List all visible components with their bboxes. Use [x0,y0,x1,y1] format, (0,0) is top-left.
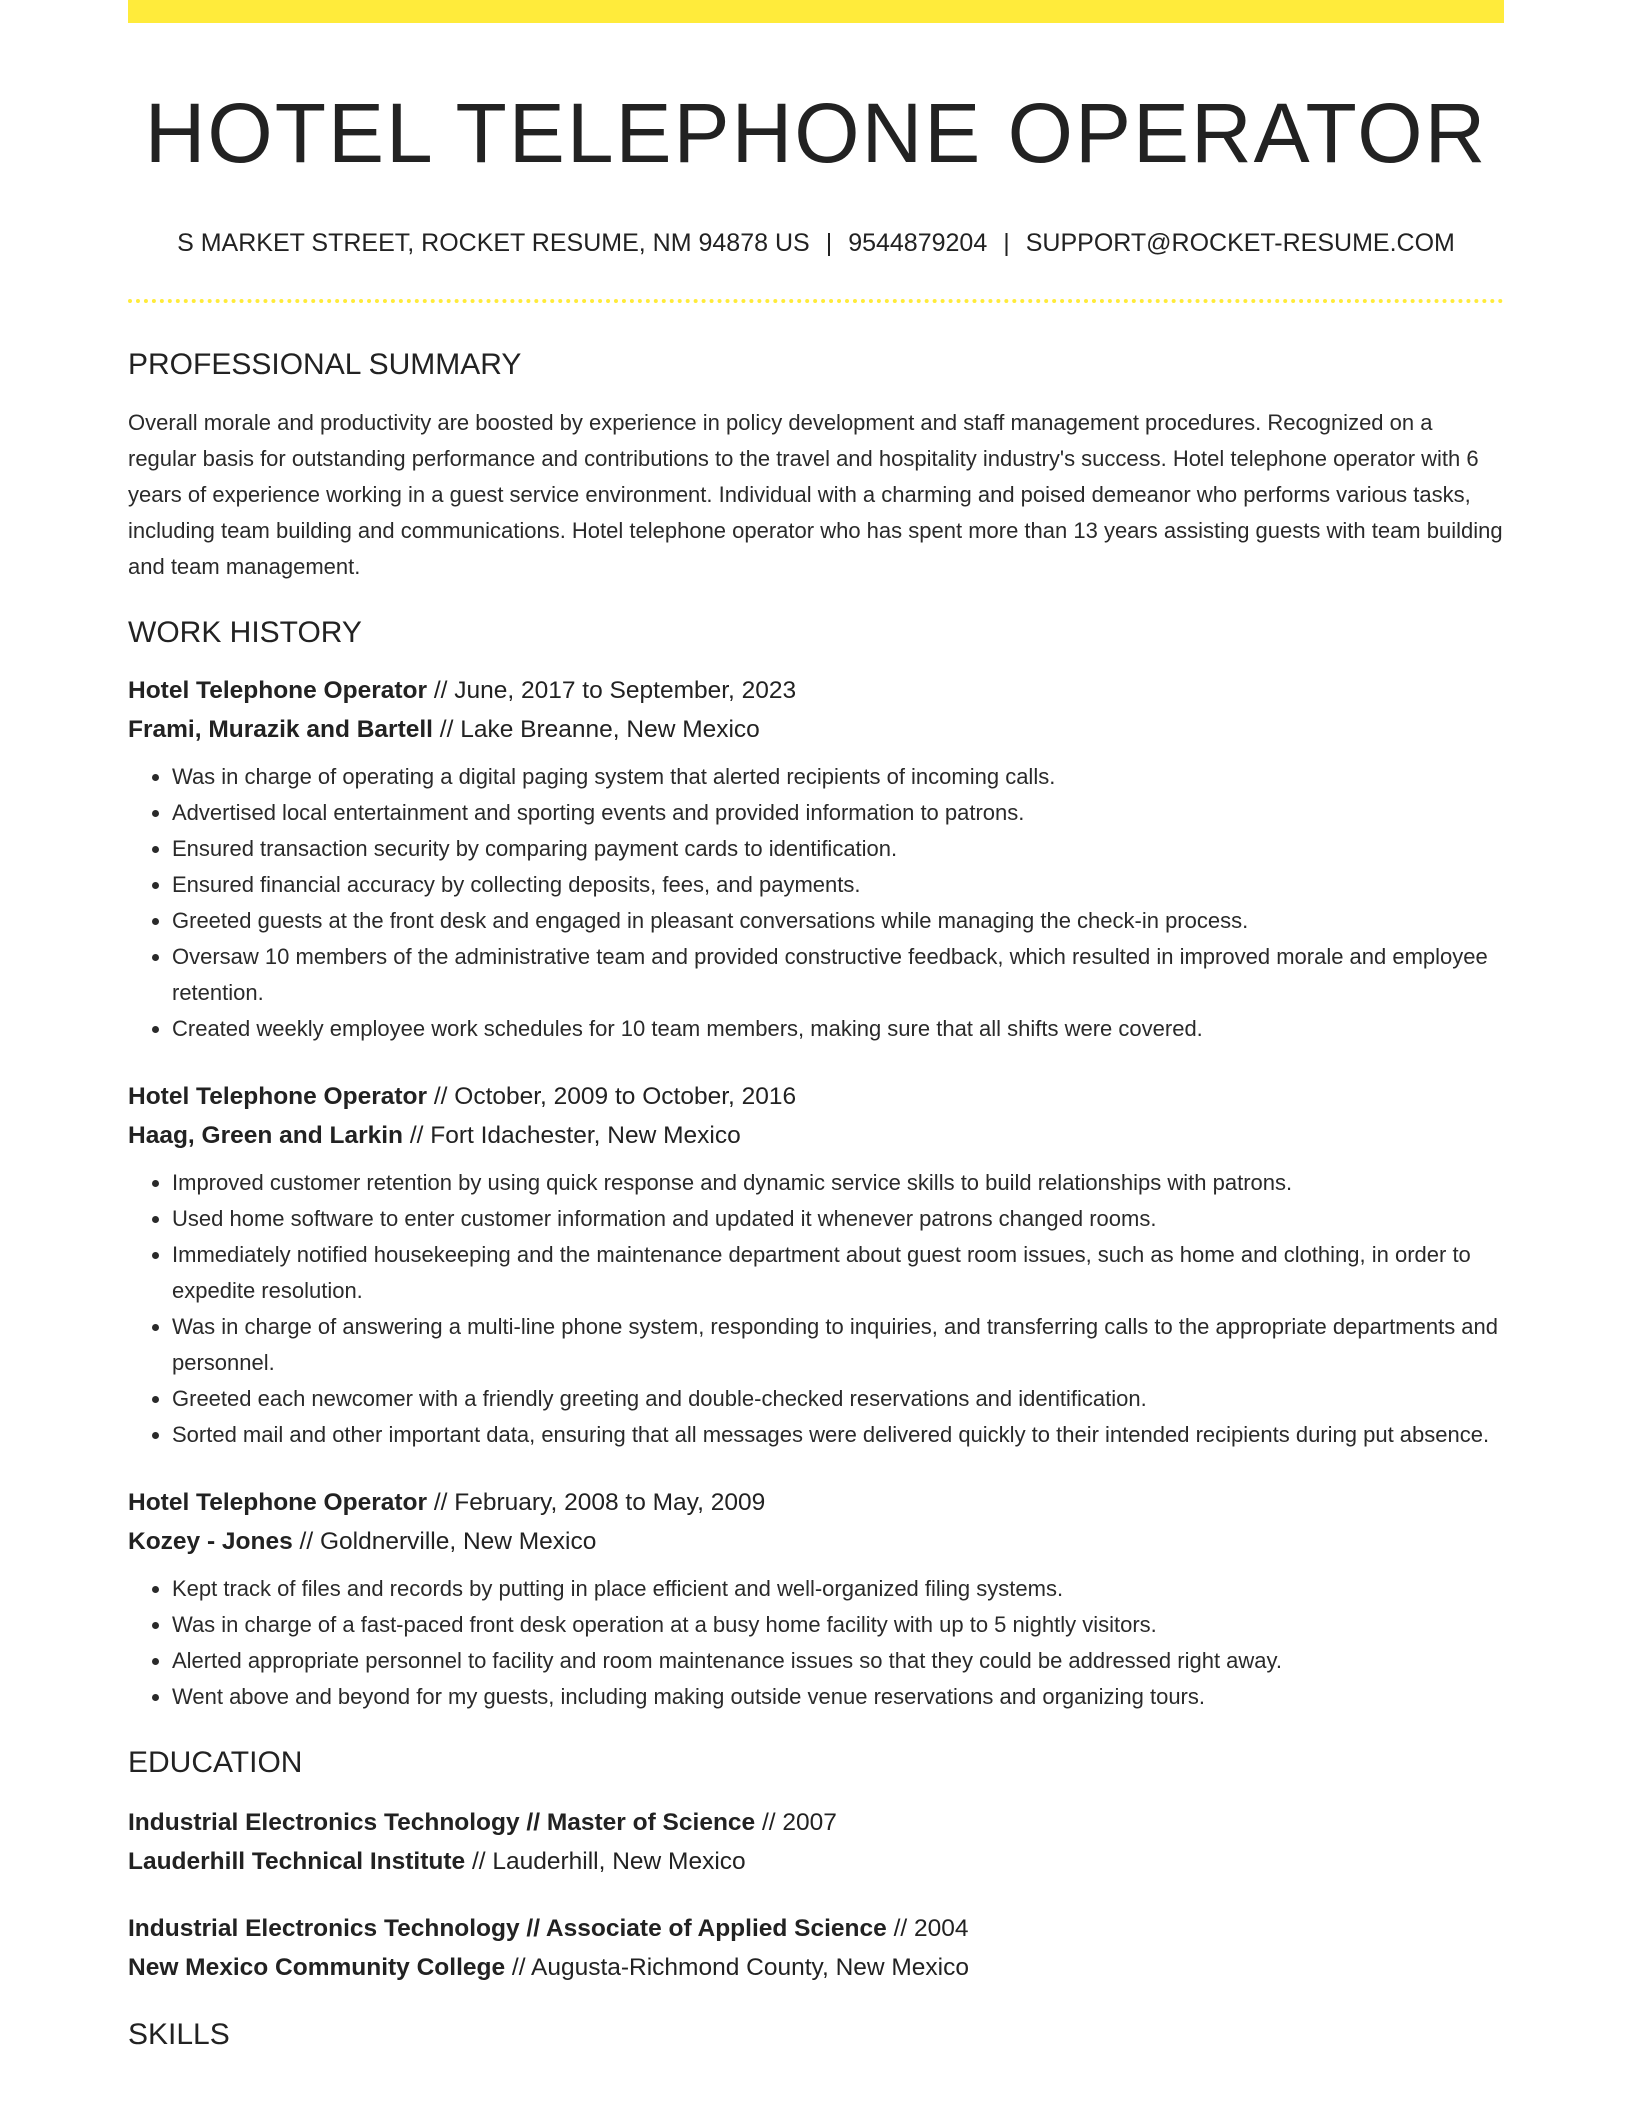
job-company-line [128,710,1504,749]
contact-line [128,227,1504,259]
job-role: Hotel Telephone Operator [128,1083,428,1110]
job-bullet: • Improved customer retention by using quick response and dynamic service skills to build relationships with patrons. [172,1165,1504,1201]
job-bullet: • Sorted mail and other important data, ensuring that all messages were delivered quickly to their intended recipients during put absence. [172,1417,1504,1453]
education-school-line [128,1842,1504,1881]
job-bullets [128,1571,1504,1715]
job-bullet: • Greeted guests at the front desk and engaged in pleasant conversations while managing the check-in process. [172,903,1504,939]
job-role: Hotel Telephone Operator [128,677,428,704]
education-degree-line [128,1803,1504,1842]
job-company-line [128,1522,1504,1561]
education-entry [128,1803,1504,1881]
job-entry [128,671,1504,1047]
contact-address: S MARKET STREET, ROCKET RESUME, NM 94878 US [177,229,810,257]
education-degree: Industrial Electronics Technology // Associate of Applied Science [128,1915,887,1942]
job-company: Frami, Murazik and Bartell [128,716,433,743]
education-school: New Mexico Community College [128,1954,506,1981]
job-bullet: • Ensured financial accuracy by collecting deposits, fees, and payments. [172,867,1504,903]
job-bullets [128,759,1504,1047]
job-bullet: • Oversaw 10 members of the administrative team and provided constructive feedback, which resulted in improved morale and employee retention. [172,939,1504,1011]
job-dates: // February, 2008 to May, 2009 [427,1489,766,1516]
job-bullet: • Was in charge of answering a multi-line phone system, responding to inquiries, and transferring calls to the appropriate departments and personnel. [172,1309,1504,1381]
education-location: // Augusta-Richmond County, New Mexico [505,1954,969,1981]
job-entry [128,1077,1504,1453]
job-bullet: • Went above and beyond for my guests, including making outside venue reservations and organizing tours. [172,1679,1504,1715]
job-bullet: • Greeted each newcomer with a friendly greeting and double-checked reservations and identification. [172,1381,1504,1417]
job-company: Kozey - Jones [128,1528,293,1555]
accent-bar [128,0,1504,23]
job-bullet: • Was in charge of operating a digital paging system that alerted recipients of incoming calls. [172,759,1504,795]
job-role: Hotel Telephone Operator [128,1489,428,1516]
job-bullet: • Created weekly employee work schedules for 10 team members, making sure that all shifts were covered. [172,1011,1504,1047]
job-dates: // June, 2017 to September, 2023 [427,677,797,704]
section-title-skills: SKILLS [128,2018,230,2051]
section-title-summary: PROFESSIONAL SUMMARY [128,348,522,381]
contact-separator: | [1003,229,1010,257]
job-title-line [128,1483,1504,1522]
job-location: // Fort Idachester, New Mexico [403,1122,741,1149]
contact-email: SUPPORT@ROCKET-RESUME.COM [1025,229,1455,257]
summary-text: Overall morale and productivity are boosted by experience in policy development and staff management procedures. Recognized on a regular basis for outstanding performance and contributions to the travel and hospitality industry's success. Hotel telephone operator with 6 years of experience working in a guest service environment. Individual with a charming and poised demeanor who performs various tasks, including team building and communications. Hotel telephone operator who has spent more than 13 years assisting guests with team building and team management. [128,410,1503,579]
job-bullets [128,1165,1504,1453]
job-dates: // October, 2009 to October, 2016 [427,1083,797,1110]
job-bullet: • Used home software to enter customer information and updated it whenever patrons changed rooms. [172,1201,1504,1237]
education-location: // Lauderhill, New Mexico [465,1848,746,1875]
education-year: // 2004 [886,1915,969,1942]
education-school: Lauderhill Technical Institute [128,1848,466,1875]
job-company: Haag, Green and Larkin [128,1122,404,1149]
resume-page [128,0,1504,2053]
job-bullet: • Was in charge of a fast-paced front desk operation at a busy home facility with up to 5 nightly visitors. [172,1607,1504,1643]
job-bullet: • Ensured transaction security by comparing payment cards to identification. [172,831,1504,867]
job-title-line [128,671,1504,710]
education-school-line [128,1948,1504,1987]
job-bullet: • Advertised local entertainment and sporting events and provided information to patrons. [172,795,1504,831]
job-location: // Goldnerville, New Mexico [292,1528,597,1555]
section-title-education: EDUCATION [128,1746,303,1779]
job-title-line [128,1077,1504,1116]
job-location: // Lake Breanne, New Mexico [432,716,760,743]
education-entry [128,1909,1504,1987]
job-entry [128,1483,1504,1715]
contact-separator: | [825,229,833,257]
job-bullet: • Immediately notified housekeeping and the maintenance department about guest room issues, such as home and clothing, in order to expedite resolution. [172,1237,1504,1309]
contact-phone: 9544879204 [848,229,988,257]
dotted-divider [128,299,1504,303]
job-company-line [128,1116,1504,1155]
resume-name: HOTEL TELEPHONE OPERATOR [144,86,1488,180]
section-title-work-history: WORK HISTORY [128,616,362,649]
job-bullet: • Kept track of files and records by putting in place efficient and well-organized filing systems. [172,1571,1504,1607]
job-bullet: • Alerted appropriate personnel to facility and room maintenance issues so that they could be addressed right away. [172,1643,1504,1679]
education-degree-line [128,1909,1504,1948]
education-year: // 2007 [755,1809,837,1836]
education-degree: Industrial Electronics Technology // Master of Science [128,1809,756,1836]
